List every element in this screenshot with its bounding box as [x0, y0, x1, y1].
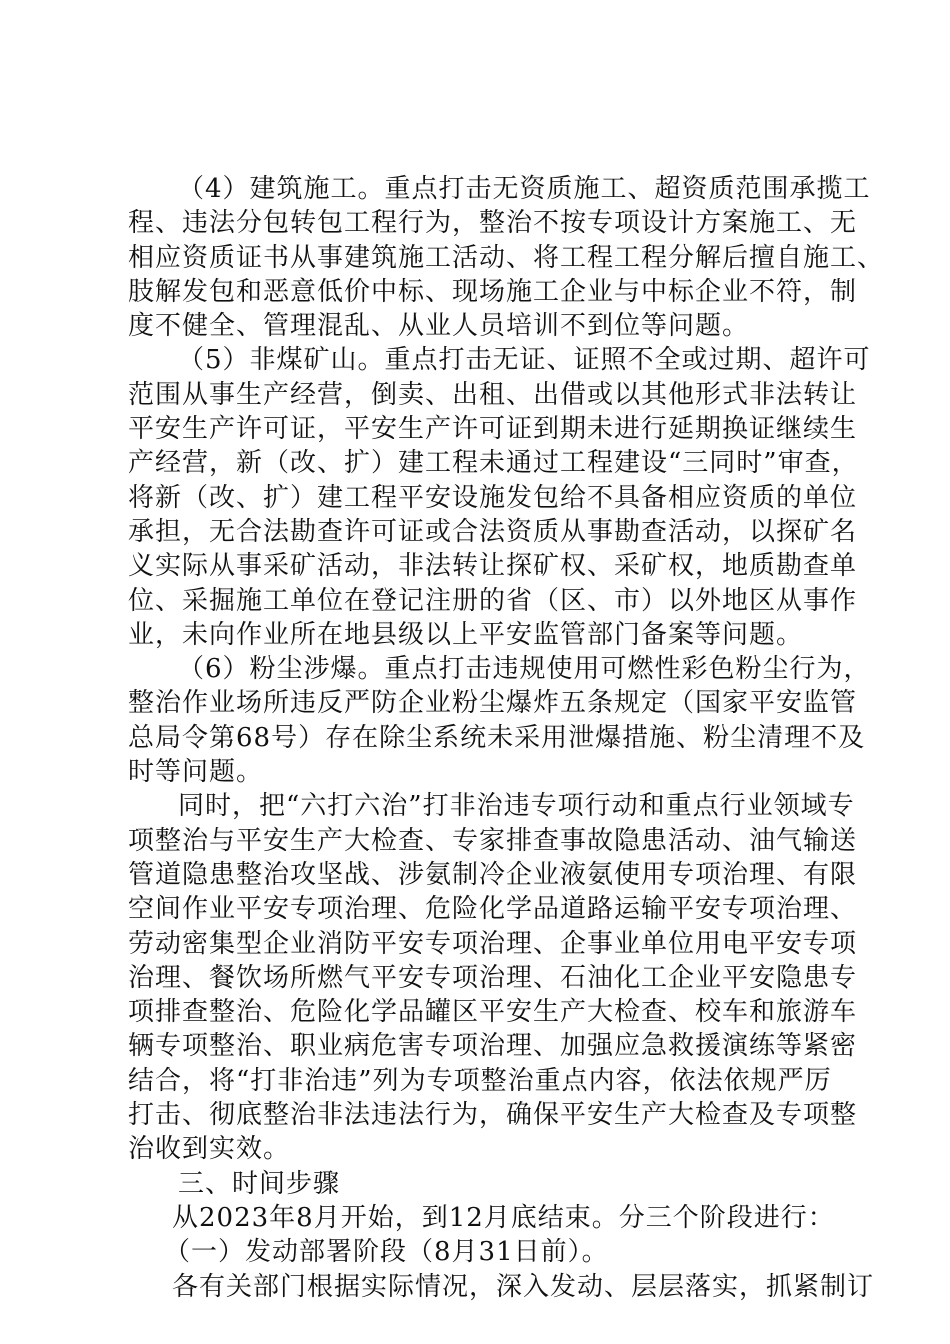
paragraph-line: 度不健全、管理混乱、从业人员培训不到位等问题。: [128, 311, 750, 342]
paragraph-line: 平安生产许可证，平安生产许可证到期未进行延期换证继续生: [128, 414, 858, 445]
paragraph-line: （6）粉尘涉爆。重点打击违规使用可燃性彩色粉尘行为，: [178, 654, 871, 685]
paragraph-line: 产经营，新（改、扩）建工程未通过工程建设“三同时”审查，: [128, 448, 859, 479]
paragraph-line: 同时，把“六打六治”打非治违专项行动和重点行业领域专: [178, 791, 855, 822]
paragraph-line: 承担，无合法勘查许可证或合法资质从事勘查活动，以探矿名: [128, 516, 858, 547]
paragraph-line: 辆专项整治、职业病危害专项治理、加强应急救援演练等紧密: [128, 1031, 858, 1062]
paragraph-line: 结合，将“打非治违”列为专项整治重点内容，依法依规严厉: [128, 1065, 832, 1096]
paragraph-line: 各有关部门根据实际情况，深入发动、层层落实，抓紧制订: [172, 1271, 875, 1302]
paragraph-line: 治理、餐饮场所燃气平安专项治理、石油化工企业平安隐患专: [128, 962, 858, 993]
paragraph-line: （4）建筑施工。重点打击无资质施工、超资质范围承揽工: [178, 174, 871, 204]
paragraph-line: 管道隐患整治攻坚战、涉氨制冷企业液氨使用专项治理、有限: [128, 859, 858, 890]
paragraph-line: 范围从事生产经营，倒卖、出租、出借或以其他形式非法转让: [128, 379, 858, 410]
paragraph-line: 劳动密集型企业消防平安专项治理、企事业单位用电平安专项: [128, 928, 858, 959]
paragraph-line: 时等问题。: [128, 757, 264, 788]
paragraph-line: 总局令第68号）存在除尘系统未采用泄爆措施、粉尘清理不及: [128, 722, 866, 753]
paragraph-line: 从2023年8月开始，到12月底结束。分三个阶段进行：: [172, 1202, 835, 1233]
paragraph-line: 空间作业平安专项治理、危险化学品道路运输平安专项治理、: [128, 894, 858, 925]
section-heading: 三、时间步骤: [178, 1168, 341, 1199]
paragraph-line: （5）非煤矿山。重点打击无证、证照不全或过期、超许可: [178, 345, 871, 376]
paragraph-line: 将新（改、扩）建工程平安设施发包给不具备相应资质的单位: [128, 482, 858, 513]
paragraph-line: 治收到实效。: [128, 1134, 291, 1165]
paragraph-line: 位、采掘施工单位在登记注册的省（区、市）以外地区从事作: [128, 585, 858, 616]
paragraph-line: 打击、彻底整治非法违法行为，确保平安生产大检查及专项整: [128, 1100, 858, 1131]
paragraph-line: 义实际从事采矿活动，非法转让探矿权、采矿权，地质勘查单: [128, 551, 858, 582]
paragraph-line: 相应资质证书从事建筑施工活动、将工程工程分解后擅自施工、: [128, 242, 885, 273]
paragraph-line: 业，未向作业所在地县级以上平安监管部门备案等问题。: [128, 619, 804, 650]
paragraph-line: 项整治与平安生产大检查、专家排查事故隐患活动、油气输送: [128, 825, 858, 856]
paragraph-line: 整治作业场所违反严防企业粉尘爆炸五条规定（国家平安监管: [128, 688, 858, 719]
document-body: [128, 172, 885, 1304]
paragraph-line: 程、违法分包转包工程行为，整治不按专项设计方案施工、无: [128, 208, 858, 239]
subsection-heading: （一）发动部署阶段（8月31日前）。: [164, 1237, 609, 1268]
paragraph-line: 项排查整治、危险化学品罐区平安生产大检查、校车和旅游车: [128, 997, 858, 1028]
paragraph-line: 肢解发包和恶意低价中标、现场施工企业与中标企业不符，制: [128, 276, 858, 307]
